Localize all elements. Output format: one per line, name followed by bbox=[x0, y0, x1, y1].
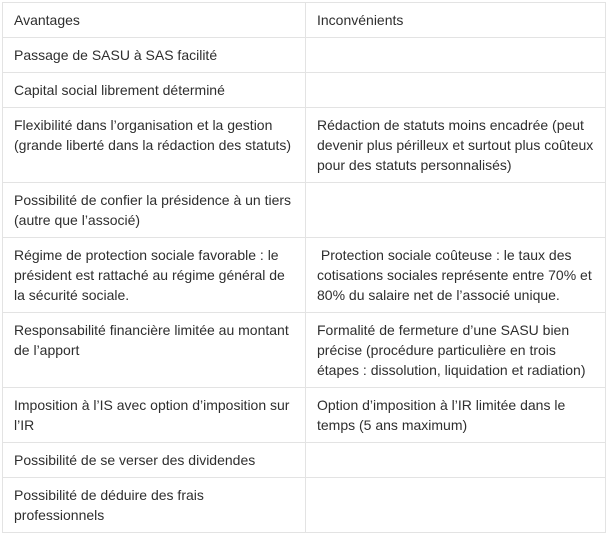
column-header-avantages: Avantages bbox=[3, 3, 306, 38]
avantage-cell: Possibilité de déduire des frais professionnels bbox=[3, 478, 306, 533]
inconvenient-cell: Formalité de fermeture d’une SASU bien précise (procédure particulière en trois étapes : dissolution, liquidation et radiation) bbox=[306, 313, 606, 388]
avantage-cell: Passage de SASU à SAS facilité bbox=[3, 38, 306, 73]
avantage-cell: Régime de protection sociale favorable : le président est rattaché au régime général de la sécurité sociale. bbox=[3, 238, 306, 313]
inconvenient-cell: Rédaction de statuts moins encadrée (peut devenir plus périlleux et surtout plus coûteux pour des statuts personnalisés) bbox=[306, 108, 606, 183]
avantage-cell: Possibilité de confier la présidence à un tiers (autre que l’associé) bbox=[3, 183, 306, 238]
inconvenient-cell: Option d’imposition à l’IR limitée dans le temps (5 ans maximum) bbox=[306, 388, 606, 443]
avantage-cell: Flexibilité dans l’organisation et la gestion (grande liberté dans la rédaction des statuts) bbox=[3, 108, 306, 183]
inconvenient-cell: Protection sociale coûteuse : le taux des cotisations sociales représente entre 70% et 80% du salaire net de l’associé unique. bbox=[306, 238, 606, 313]
table-row bbox=[3, 38, 606, 73]
inconvenient-cell bbox=[306, 183, 606, 238]
table-row bbox=[3, 478, 606, 533]
table-row bbox=[3, 443, 606, 478]
table-row bbox=[3, 108, 606, 183]
inconvenient-cell bbox=[306, 38, 606, 73]
avantage-cell: Capital social librement déterminé bbox=[3, 73, 306, 108]
inconvenient-cell bbox=[306, 73, 606, 108]
avantage-cell: Imposition à l’IS avec option d’imposition sur l’IR bbox=[3, 388, 306, 443]
avantage-cell: Responsabilité financière limitée au montant de l’apport bbox=[3, 313, 306, 388]
avantage-cell: Possibilité de se verser des dividendes bbox=[3, 443, 306, 478]
table-row bbox=[3, 313, 606, 388]
table-row bbox=[3, 388, 606, 443]
column-header-inconvenients: Inconvénients bbox=[306, 3, 606, 38]
inconvenient-cell bbox=[306, 443, 606, 478]
header-row bbox=[3, 3, 606, 38]
inconvenient-cell bbox=[306, 478, 606, 533]
table-row bbox=[3, 183, 606, 238]
table-row bbox=[3, 238, 606, 313]
avantages-inconvenients-table bbox=[2, 2, 606, 533]
table-row bbox=[3, 73, 606, 108]
